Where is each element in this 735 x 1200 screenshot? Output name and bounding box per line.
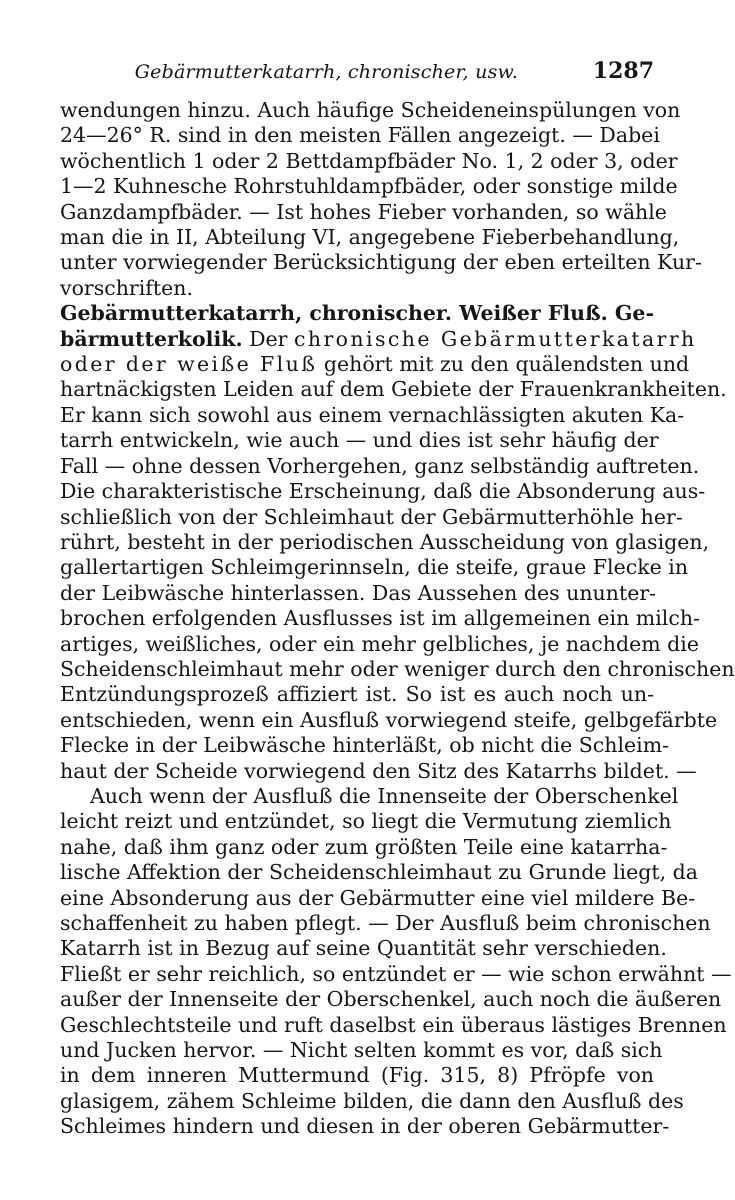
page-number: 1287 [592, 58, 654, 84]
text-line [60, 834, 668, 860]
text-line [60, 656, 735, 682]
line-text: Die charakteristische Erscheinung, daß die Absonderung aus- [60, 479, 706, 504]
text-line [60, 987, 722, 1012]
line-text: in dem inneren Muttermund (Fig. 315, 8) Pfröpfe von [60, 1063, 654, 1088]
line-text: wöchentlich 1 oder 2 Bettdampfbäder No. 1, 2 oder 3, oder [60, 148, 678, 173]
line-text: Schleimes hindern und diesen in der oberen Gebärmutter- [60, 1114, 670, 1139]
page-header [60, 58, 654, 92]
text-line [60, 860, 698, 885]
text-line [60, 606, 700, 631]
line-text: unter vorwiegender Berücksichtigung der eben erteilten Kur- [60, 250, 702, 275]
line-text: glasigem, zähem Schleime bilden, die dann den Ausfluß des [60, 1088, 684, 1113]
text-line [60, 1012, 727, 1038]
text-line [60, 504, 683, 530]
line-text: gallertartigen Schleimgerinnseln, die steife, graue Flecke in [60, 555, 689, 580]
text-line [60, 682, 654, 707]
text-line [60, 631, 699, 657]
line-text: Fließt er sehr reichlich, so entzündet er — wie schon erwähnt — [60, 961, 732, 986]
text-line [60, 428, 659, 453]
line-text: lische Affektion der Scheidenschleimhaut zu Grunde liegt, da [60, 860, 698, 885]
line-text: Scheidenschleimhaut mehr oder weniger durch den chronischen [60, 656, 735, 681]
text-line [60, 758, 697, 784]
text-line [60, 961, 732, 987]
emphasized-term: chronische Gebärmutterkatarrh [294, 326, 697, 351]
line-text: Katarrh ist in Bezug auf seine Quantität sehr verschieden. [60, 936, 667, 961]
text-line [60, 707, 718, 733]
text-line [60, 783, 679, 809]
section-heading: bärmutterkolik. [60, 326, 243, 351]
text-line [60, 1063, 654, 1088]
line-text: rührt, besteht in der periodischen Ausscheidung von glasigen, [60, 529, 710, 554]
line-text: wendungen hinzu. Auch häufige Scheideneinspülungen von [60, 98, 681, 122]
line-text: haut der Scheide vorwiegend den Sitz des Katarrhs bildet. — [60, 758, 697, 783]
text-line [60, 377, 727, 402]
text-line [60, 326, 697, 352]
body-text [60, 98, 735, 1140]
line-text: schaffenheit zu haben pflegt. — Der Ausfluß beim chronischen [60, 911, 711, 935]
text-line [60, 453, 700, 479]
line-text: 1—2 Kuhnesche Rohrstuhldampfbäder, oder sonstige milde [60, 174, 678, 199]
text-line [60, 301, 654, 326]
text-line [60, 352, 690, 377]
line-text: vorschriften. [60, 275, 193, 300]
line-text: der Leibwäsche hinterlassen. Das Aussehen des ununter- [60, 580, 657, 605]
line-text: tarrh entwickeln, wie auch — und dies ist sehr häufig der [60, 428, 659, 453]
line-text: Geschlechtsteile und ruft daselbst ein überaus lästiges Brennen [60, 1012, 727, 1037]
text-line [60, 529, 710, 555]
text-line [60, 479, 706, 504]
text-line [60, 123, 660, 148]
section-heading: Gebärmutterkatarrh, chronischer. Weißer Fluß. Ge- [60, 301, 654, 326]
text-line [60, 402, 685, 428]
line-text: Entzündungsprozeß affiziert ist. So ist es auch noch un- [60, 682, 654, 707]
line-text: eine Absonderung aus der Gebärmutter eine viel mildere Be- [60, 885, 696, 910]
text-line [60, 733, 670, 758]
text-line [60, 174, 678, 199]
line-text: Flecke in der Leibwäsche hinterläßt, ob nicht die Schleim- [60, 733, 670, 758]
text-line [60, 1038, 663, 1063]
line-text: Ganzdampfbäder. — Ist hohes Fieber vorhanden, so wähle [60, 199, 667, 224]
text-line [60, 580, 657, 606]
text-line [60, 1088, 684, 1114]
line-text: Er kann sich sowohl aus einem vernachlässigten akuten Ka- [60, 402, 685, 427]
line-text: Der [242, 326, 294, 351]
line-text: man die in II, Abteilung VI, angegebene Fieberbehandlung, [60, 225, 680, 250]
text-line [60, 98, 681, 123]
line-text: Fall — ohne dessen Vorhergehen, ganz selbständig auftreten. [60, 453, 700, 478]
text-line [60, 809, 672, 834]
emphasized-term: oder der weiße Fluß [60, 352, 318, 377]
text-line [60, 936, 667, 961]
text-line [60, 225, 680, 250]
line-text: gehört mit zu den quälendsten und [317, 352, 690, 377]
line-text: entschieden, wenn ein Ausfluß vorwiegend steife, gelbgefärbte [60, 707, 718, 732]
text-line [60, 250, 702, 275]
line-text: artiges, weißliches, oder ein mehr gelbliches, je nachdem die [60, 631, 699, 656]
line-text: hartnäckigsten Leiden auf dem Gebiete der Frauenkrankheiten. [60, 377, 727, 402]
line-text: Auch wenn der Ausfluß die Innenseite der Oberschenkel [90, 783, 679, 808]
text-line [60, 199, 667, 225]
text-line [60, 148, 678, 174]
line-text: außer der Innenseite der Oberschenkel, auch noch die äußeren [60, 987, 722, 1012]
text-line [60, 276, 654, 301]
line-text: leicht reizt und entzündet, so liegt die Vermutung ziemlich [60, 809, 672, 834]
line-text: brochen erfolgenden Ausflusses ist im allgemeinen ein milch- [60, 606, 700, 631]
text-line [60, 911, 711, 936]
text-line [60, 1114, 670, 1139]
line-text: und Jucken hervor. — Nicht selten kommt es vor, daß sich [60, 1038, 663, 1063]
running-title: Gebärmutterkatarrh, chronischer, usw. [134, 61, 518, 83]
line-text: 24—26° R. sind in den meisten Fällen angezeigt. — Dabei [60, 123, 660, 148]
line-text: schließlich von der Schleimhaut der Gebärmutterhöhle her- [60, 504, 683, 529]
line-text: nahe, daß ihm ganz oder zum größten Teile eine katarrha- [60, 834, 668, 859]
text-line [60, 885, 696, 911]
text-line [60, 555, 689, 580]
